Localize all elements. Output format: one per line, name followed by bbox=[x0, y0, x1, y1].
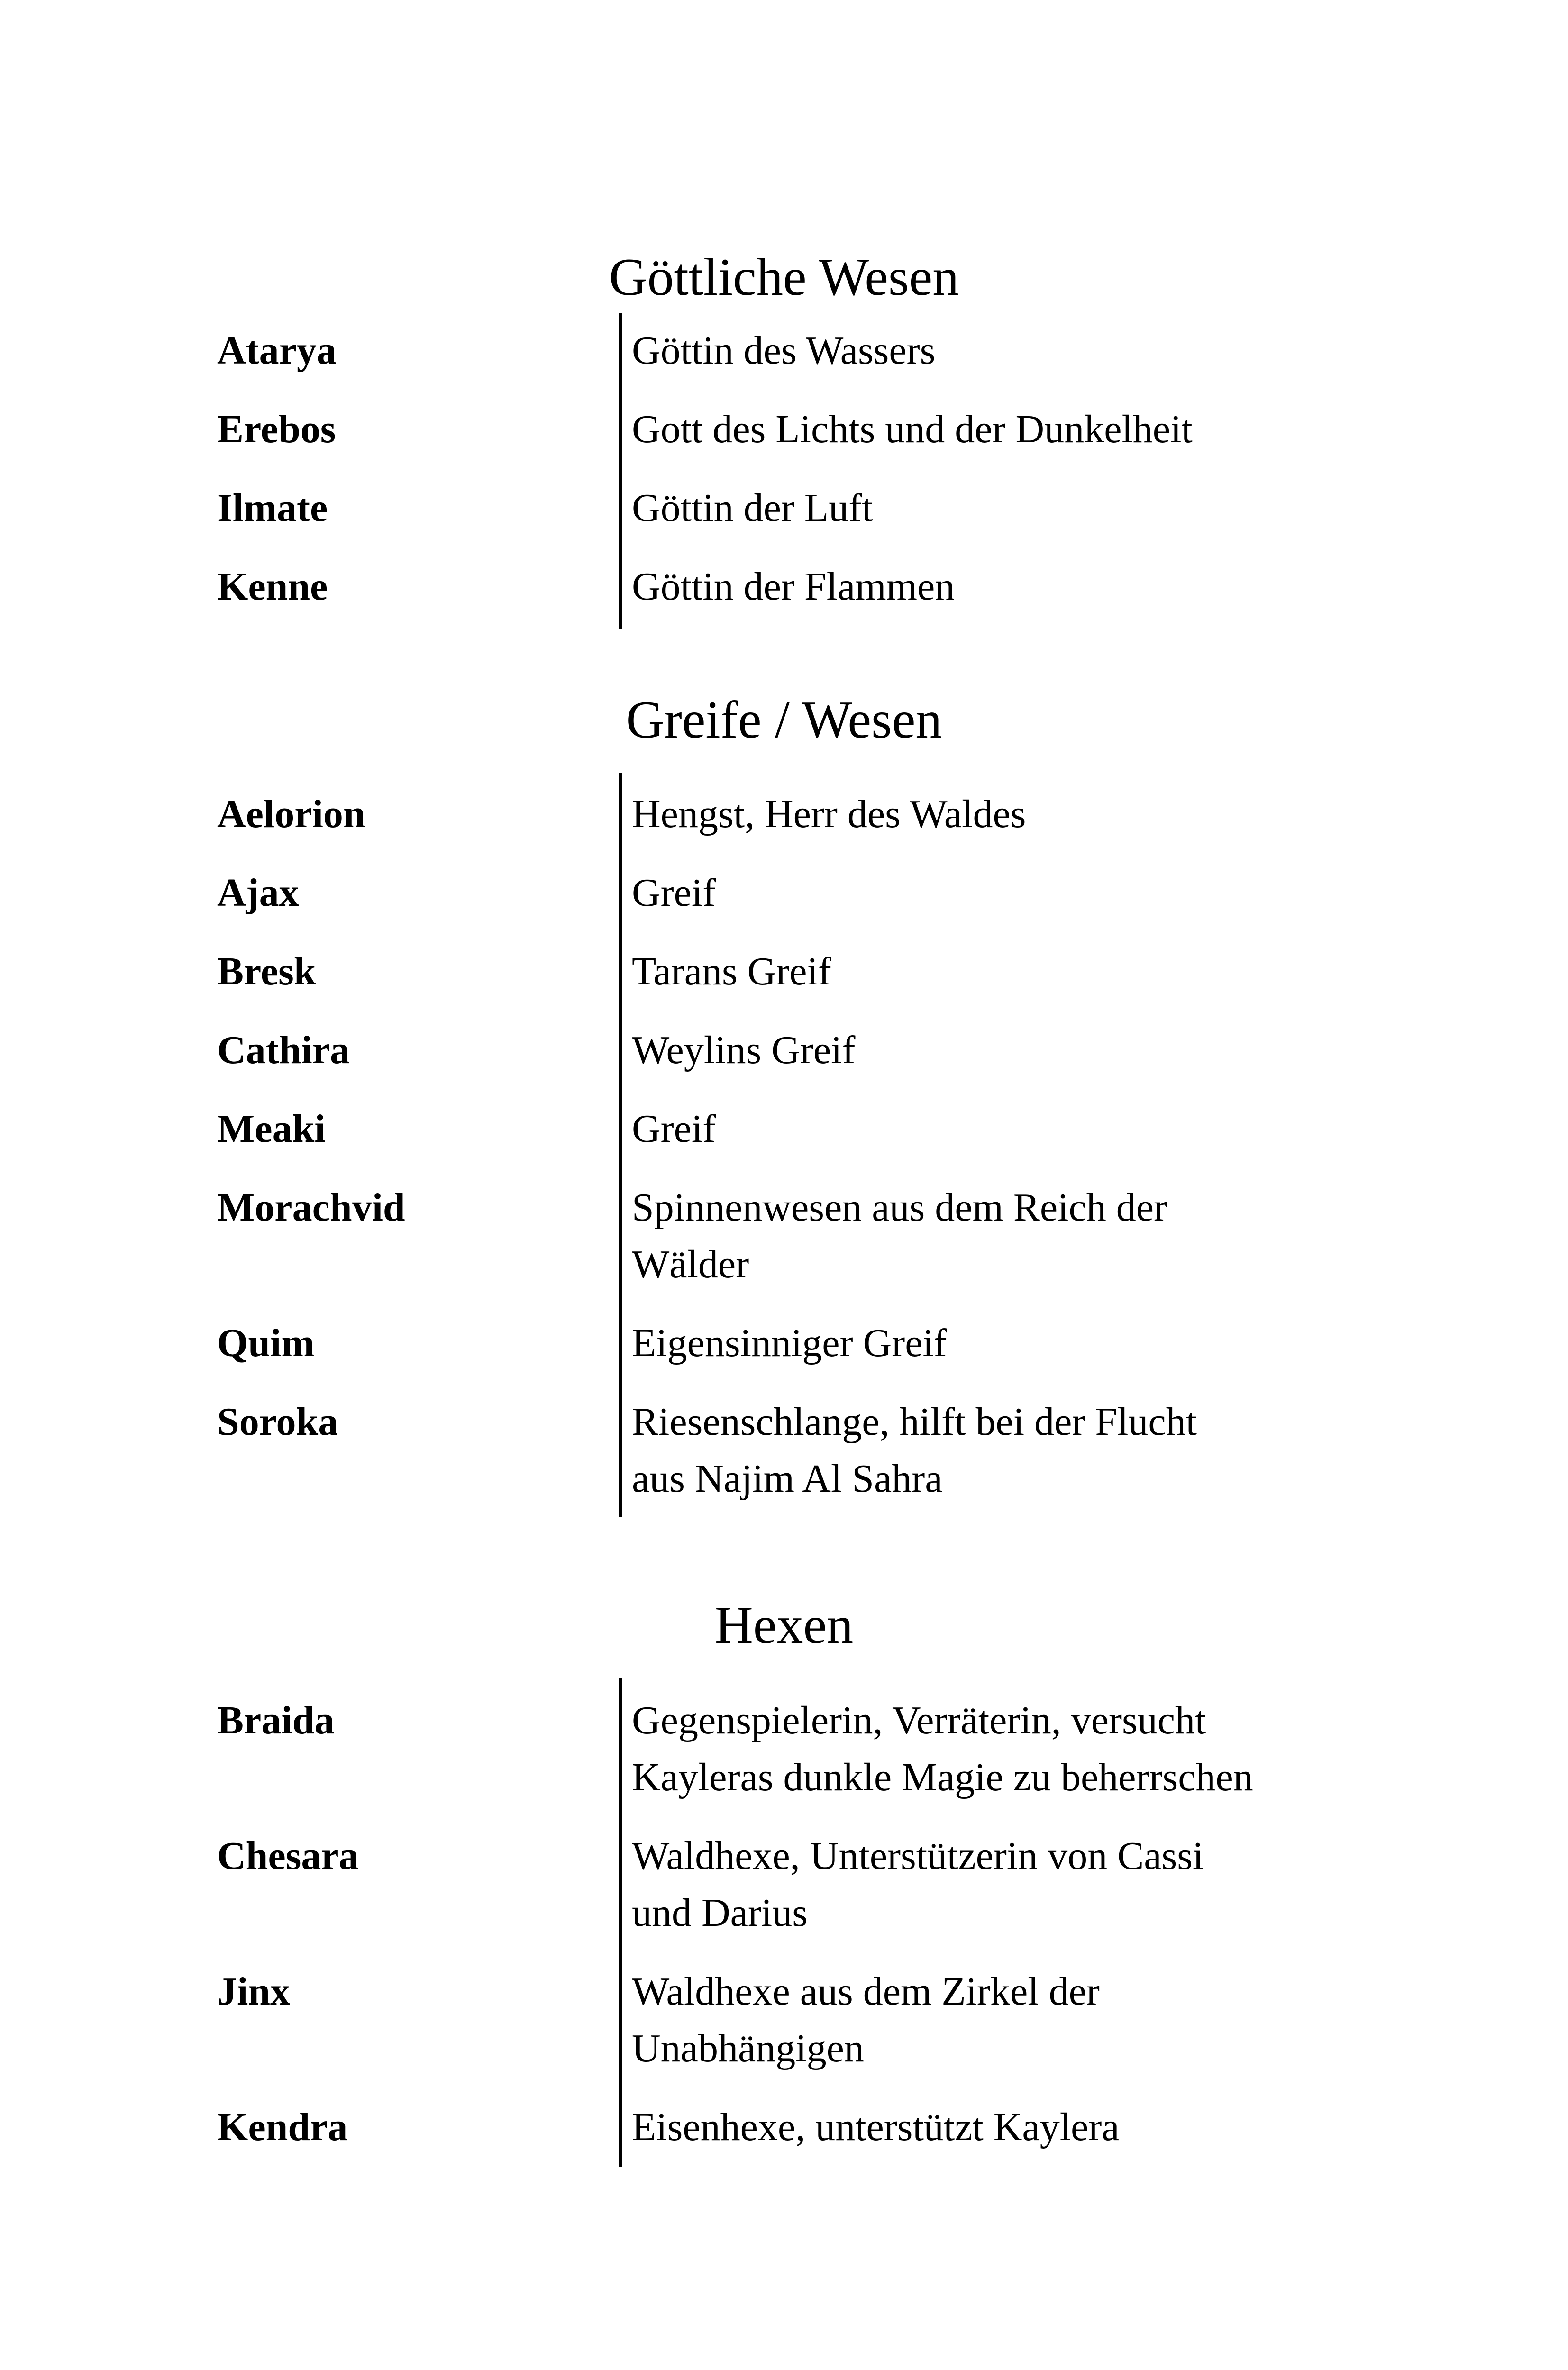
entry-description bbox=[632, 1315, 1343, 1372]
description-line: Waldhexe aus dem Zirkel der bbox=[632, 1969, 1100, 2014]
description-line: Gegenspielerin, Verräterin, versucht bbox=[632, 1698, 1206, 1742]
description-line: Wälder bbox=[632, 1242, 749, 1286]
description-line: aus Najim Al Sahra bbox=[632, 1457, 943, 1501]
entry-description bbox=[632, 1828, 1343, 1942]
entry-description bbox=[632, 1963, 1343, 2077]
column-divider bbox=[619, 1678, 622, 2167]
entry-name: Atarya bbox=[217, 328, 337, 373]
entry-description bbox=[632, 401, 1343, 458]
entry-description bbox=[632, 1179, 1343, 1293]
description-line: Greif bbox=[632, 1107, 716, 1151]
entry-name: Cathira bbox=[217, 1028, 350, 1072]
entry-name: Braida bbox=[217, 1698, 335, 1742]
description-line: Eigensinniger Greif bbox=[632, 1321, 947, 1365]
description-line: Waldhexe, Unterstützerin von Cassi bbox=[632, 1834, 1204, 1878]
entry-description bbox=[632, 480, 1343, 537]
entry-description bbox=[632, 943, 1343, 1000]
description-line: Göttin der Luft bbox=[632, 486, 873, 530]
entry-description bbox=[632, 865, 1343, 921]
entry-name: Erebos bbox=[217, 407, 336, 451]
entry-name: Ajax bbox=[217, 871, 299, 915]
description-line: Tarans Greif bbox=[632, 949, 831, 994]
entry-name: Kendra bbox=[217, 2105, 348, 2149]
description-line: Hengst, Herr des Waldes bbox=[632, 792, 1026, 836]
entry-description bbox=[632, 1101, 1343, 1158]
description-line: Kayleras dunkle Magie zu beherrschen bbox=[632, 1755, 1253, 1799]
description-line: Eisenhexe, unterstützt Kaylera bbox=[632, 2105, 1120, 2149]
entry-name: Quim bbox=[217, 1321, 315, 1365]
entry-description bbox=[632, 1022, 1343, 1079]
description-line: Göttin der Flammen bbox=[632, 565, 955, 609]
entry-description bbox=[632, 558, 1343, 615]
description-line: Unabhängigen bbox=[632, 2026, 864, 2070]
entry-name: Chesara bbox=[217, 1834, 359, 1878]
column-divider bbox=[619, 773, 622, 1517]
entry-name: Meaki bbox=[217, 1107, 326, 1151]
entry-description bbox=[632, 322, 1343, 379]
entry-name: Ilmate bbox=[217, 486, 328, 530]
description-line: Spinnenwesen aus dem Reich der bbox=[632, 1185, 1167, 1230]
entry-description bbox=[632, 786, 1343, 843]
description-line: und Darius bbox=[632, 1891, 808, 1935]
description-line: Riesenschlange, hilft bei der Flucht bbox=[632, 1400, 1197, 1444]
entry-name: Kenne bbox=[217, 565, 328, 609]
entry-description bbox=[632, 1394, 1343, 1507]
column-divider bbox=[619, 313, 622, 629]
description-line: Weylins Greif bbox=[632, 1028, 856, 1072]
entry-name: Aelorion bbox=[217, 792, 365, 836]
description-line: Greif bbox=[632, 871, 716, 915]
description-line: Göttin des Wassers bbox=[632, 328, 936, 373]
entry-description bbox=[632, 1692, 1343, 1806]
entry-name: Bresk bbox=[217, 949, 316, 994]
entry-name: Soroka bbox=[217, 1400, 338, 1444]
entry-description bbox=[632, 2099, 1343, 2156]
entry-name: Jinx bbox=[217, 1969, 291, 2014]
section-title: Göttliche Wesen bbox=[609, 248, 959, 307]
description-line: Gott des Lichts und der Dunkelheit bbox=[632, 407, 1193, 451]
section-title: Greife / Wesen bbox=[626, 691, 942, 749]
section-title: Hexen bbox=[714, 1596, 854, 1655]
entry-name: Morachvid bbox=[217, 1185, 405, 1230]
